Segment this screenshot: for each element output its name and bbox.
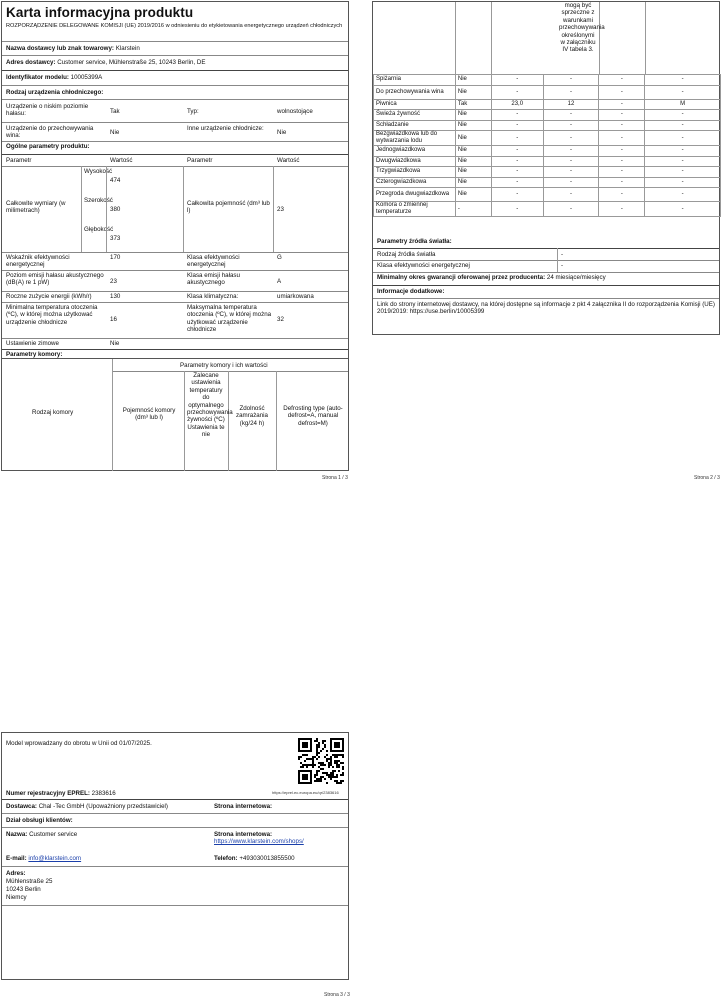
name-value: Customer service xyxy=(29,831,78,838)
low-noise-value: Tak xyxy=(110,108,120,115)
light-type-label: Rodzaj źródła światła xyxy=(377,251,436,258)
wine-label: Urządzenie do przechowywania wina: xyxy=(6,125,94,140)
typ-value: wolnostojące xyxy=(277,108,313,115)
compartment-defrost-cell: - xyxy=(645,131,721,146)
service-heading: Dział obsługi klientów: xyxy=(6,817,73,824)
compartment-freeze-cell: - xyxy=(599,120,645,131)
max-temp-label: Maksymalna temperatura otoczenia (ºC), w której można użytkować urządzenie chłodnicze xyxy=(187,304,272,334)
compartment-temp-cell: - xyxy=(543,131,599,146)
compartment-present-cell: Nie xyxy=(455,167,491,178)
compartment-present-cell: Nie xyxy=(455,131,491,146)
annual-value: 130 xyxy=(110,293,121,300)
qr-code-icon[interactable] xyxy=(298,738,344,784)
compartment-defrost-cell: - xyxy=(645,146,721,157)
compartment-row xyxy=(374,156,721,167)
compartment-row xyxy=(374,99,721,110)
compartment-temp-cell: - xyxy=(543,167,599,178)
noise-class-label: Klasa emisji hałasu akustycznego xyxy=(187,272,240,287)
general-heading: Ogólne parametry produktu: xyxy=(6,143,90,150)
supplier-value: Klarstein xyxy=(115,45,140,52)
compartment-name-cell: Bezgwiazdkowa lub do wytwarzania lodu xyxy=(374,131,456,146)
compartment-volume-cell: - xyxy=(491,177,543,188)
noise-class-value: A xyxy=(277,278,282,285)
phone-value: +493030013855500 xyxy=(239,855,295,862)
compartment-defrost-cell: - xyxy=(645,110,721,121)
compartment-temp-cell: - xyxy=(543,75,599,86)
compartment-present-cell: Nie xyxy=(455,146,491,157)
website-label: Strona internetowa: xyxy=(214,803,273,810)
compartments-table xyxy=(373,74,721,217)
sheet-page-1 xyxy=(1,1,349,359)
compartment-freeze-cell: - xyxy=(599,85,645,99)
qr-url[interactable]: https://eprel.ec.europa.eu/qr/2383616 xyxy=(272,790,339,795)
other-value: Nie xyxy=(277,129,287,136)
compartment-name-cell: Czterogwiazdkowa xyxy=(374,177,456,188)
address-label: Adres dostawcy: xyxy=(6,59,56,66)
energy-class-label: Klasa efektywności energetycznej xyxy=(187,254,240,269)
compartment-temp-cell: - xyxy=(543,202,599,217)
model-label: Identyfikator modelu: xyxy=(6,74,69,81)
compartment-temp-cell: - xyxy=(543,85,599,99)
compartment-temp-cell: - xyxy=(543,177,599,188)
winter-value: Nie xyxy=(110,340,120,347)
compartment-volume-cell: 23,0 xyxy=(491,99,543,110)
page-number-3: Strona 3 / 3 xyxy=(324,992,350,998)
compartment-freeze-cell: - xyxy=(599,202,645,217)
compartment-present-cell: - xyxy=(455,202,491,217)
addr-label: Adres: xyxy=(6,870,26,877)
addr-line-3: Niemcy xyxy=(6,894,27,901)
compartment-present-cell: Nie xyxy=(455,75,491,86)
distributor-label: Dostawca: xyxy=(6,803,37,810)
regulation-text: ROZPORZĄDZENIE DELEGOWANE KOMISJI (UE) 2019/2016 w odniesieniu do etykietowania energetycznego urządzeń chłodniczych xyxy=(6,23,343,29)
compartment-name-cell: Dwugwiazdkowa xyxy=(374,156,456,167)
compartment-volume-cell: - xyxy=(491,202,543,217)
compartment-volume-cell: - xyxy=(491,146,543,157)
addr-line-1: Mühlenstraße 25 xyxy=(6,878,53,885)
height-label: Wysokość xyxy=(84,168,113,175)
col-value: Wartość xyxy=(110,157,133,164)
address-value: Customer service, Mühlenstraße 25, 10243 Berlin, DE xyxy=(57,59,206,66)
compartment-present-cell: Nie xyxy=(455,120,491,131)
compartment-freeze-cell: - xyxy=(599,167,645,178)
compartment-freeze-cell: - xyxy=(599,99,645,110)
low-noise-label: Urządzenie o niskim poziomie hałasu: xyxy=(6,103,89,118)
model-value: 10005399A xyxy=(70,74,103,81)
compartment-defrost-cell: M xyxy=(645,99,721,110)
compartment-present-cell: Nie xyxy=(455,188,491,202)
depth-value: 373 xyxy=(110,235,121,242)
noise-label: Poziom emisji hałasu akustycznego (dB(A) re 1 pW) xyxy=(6,272,104,287)
eei-label: Wskaźnik efektywności energetycznej xyxy=(6,254,70,269)
min-temp-label: Minimalna temperatura otoczenia (ºC), w której można użytkować urządzenie chłodnicze xyxy=(6,304,98,326)
compartment-row xyxy=(374,85,721,99)
compartment-name-cell: Schładzanie xyxy=(374,120,456,131)
page-number-1: Strona 1 / 3 xyxy=(322,475,348,481)
info-url[interactable]: https://use.berlin/10005399 xyxy=(409,308,485,316)
compartment-freeze-cell: - xyxy=(599,177,645,188)
compartment-temp-cell: - xyxy=(543,188,599,202)
compartment-volume-cell: - xyxy=(491,188,543,202)
volume-label: Całkowita pojemność (dm³ lub l) xyxy=(187,200,270,215)
compartment-name-cell: Trzygwiazdkowa xyxy=(374,167,456,178)
compartment-name-cell: Przegroda dwugwiazdkowa xyxy=(374,188,456,202)
market-date: Model wprowadzany do obrotu w Unii od 01/07/2025. xyxy=(6,740,152,747)
compartment-temp-cell: - xyxy=(543,110,599,121)
compartment-row xyxy=(374,188,721,202)
col-param-2: Parametr xyxy=(187,157,213,164)
eprel-value: 2383616 xyxy=(91,790,116,797)
distributor-value: Chal -Tec GmbH (Upoważniony przedstawiciel) xyxy=(38,803,168,810)
compartment-name-cell: Do przechowywania wina xyxy=(374,85,456,99)
compartment-freeze-cell: - xyxy=(599,75,645,86)
compartment-volume-cell: - xyxy=(491,131,543,146)
compartment-volume-cell: - xyxy=(491,167,543,178)
compartment-name-cell: Świeża żywność xyxy=(374,110,456,121)
light-class-label: Klasa efektywności energetycznej xyxy=(377,262,470,269)
compartment-freeze-cell: - xyxy=(599,156,645,167)
eei-value: 170 xyxy=(110,254,121,261)
compartment-present-cell: Tak xyxy=(455,99,491,110)
compartment-defrost-cell: - xyxy=(645,177,721,188)
dims-label: Całkowite wymiary (w milimetrach) xyxy=(6,200,66,215)
compartment-defrost-cell: - xyxy=(645,202,721,217)
compartment-temp-cell: - xyxy=(543,120,599,131)
supplier-label: Nazwa dostawcy lub znak towarowy: xyxy=(6,45,114,52)
typ-label: Typ: xyxy=(187,108,199,115)
compartment-name-cell: Piwnica xyxy=(374,99,456,110)
page-title: Karta informacyjna produktu xyxy=(6,5,194,20)
email-label: E-mail: xyxy=(6,855,27,862)
compartment-temp-cell: 12 xyxy=(543,99,599,110)
type-heading: Rodzaj urządzenia chłodniczego: xyxy=(6,89,104,96)
compartment-volume-cell: - xyxy=(491,120,543,131)
compartment-present-cell: Nie xyxy=(455,177,491,188)
compartment-defrost-cell: - xyxy=(645,188,721,202)
compartment-defrost-cell: - xyxy=(645,75,721,86)
compartment-row xyxy=(374,167,721,178)
light-class-value: - xyxy=(561,262,564,269)
warranty-value: 24 miesiące/miesięcy xyxy=(546,274,606,281)
page-number-2: Strona 2 / 3 xyxy=(694,475,720,481)
compartment-present-cell: Nie xyxy=(455,156,491,167)
eprel-label: Numer rejestracyjny EPREL: xyxy=(6,790,90,797)
compartment-row xyxy=(374,202,721,217)
info-text: Link do strony internetowej dostawcy, na której dostępne są informacje z pkt 4 załącznika II do rozporządzenia Komisji (UE) 2019/2019: xyxy=(377,301,715,316)
compartment-temp-cell: - xyxy=(543,156,599,167)
annual-label: Roczne zużycie energii (kWh/r) xyxy=(6,293,92,300)
energy-class-value: G xyxy=(277,254,282,261)
compartment-row xyxy=(374,146,721,157)
col-value-2: Wartość xyxy=(277,157,300,164)
volume-value: 23 xyxy=(277,206,284,213)
other-label: Inne urządzenie chłodnicze: xyxy=(187,125,264,132)
compartment-heading: Parametry komory: xyxy=(6,351,63,358)
sheet-page-3 xyxy=(1,732,349,980)
comp-freeze-label: Zdolność zamrażania (kg/24 h) xyxy=(236,405,268,427)
comp-params-heading: Parametry komory i ich wartości xyxy=(180,362,268,369)
compartment-volume-cell: - xyxy=(491,75,543,86)
temp-continued: mogą być sprzeczne z warunkami przechowywania określonymi w załączniku IV tabela 3. xyxy=(559,2,605,54)
addr-line-2: 10243 Berlin xyxy=(6,886,41,893)
width-label: Szerokość xyxy=(84,197,113,204)
compartment-present-cell: Nie xyxy=(455,85,491,99)
compartment-defrost-cell: - xyxy=(645,120,721,131)
compartment-row xyxy=(374,177,721,188)
compartment-freeze-cell: - xyxy=(599,131,645,146)
compartment-volume-cell: - xyxy=(491,110,543,121)
website2-link[interactable]: https://www.klarstein.com/shops/ xyxy=(214,838,304,846)
compartment-defrost-cell: - xyxy=(645,167,721,178)
compartment-freeze-cell: - xyxy=(599,188,645,202)
compartment-volume-cell: - xyxy=(491,85,543,99)
depth-label: Głębokość xyxy=(84,226,114,233)
min-temp-value: 16 xyxy=(110,316,117,323)
compartment-row xyxy=(374,75,721,86)
email-link[interactable]: info@klarstein.com xyxy=(28,855,82,862)
compartment-table-header xyxy=(1,359,349,471)
wine-value: Nie xyxy=(110,129,120,136)
comp-volume-label: Pojemność komory (dm³ lub l) xyxy=(122,407,176,422)
phone-label: Telefon: xyxy=(214,855,238,862)
light-type-value: - xyxy=(561,251,564,258)
compartment-temp-cell: - xyxy=(543,146,599,157)
compartment-row xyxy=(374,110,721,121)
compartment-freeze-cell: - xyxy=(599,146,645,157)
col-param: Parametr xyxy=(6,157,32,164)
sheet-page-2 xyxy=(372,1,720,335)
info-heading: Informacje dodatkowe: xyxy=(377,288,445,295)
climate-value: umiarkowana xyxy=(277,293,314,300)
width-value: 380 xyxy=(110,206,121,213)
compartment-present-cell: Nie xyxy=(455,110,491,121)
compartment-row xyxy=(374,131,721,146)
compartment-name-cell: Spiżarnia xyxy=(374,75,456,86)
max-temp-value: 32 xyxy=(277,316,284,323)
climate-label: Klasa klimatyczna: xyxy=(187,293,239,300)
compartment-freeze-cell: - xyxy=(599,110,645,121)
warranty-label: Minimalny okres gwarancji oferowanej przez producenta: xyxy=(377,274,546,281)
compartment-row xyxy=(374,120,721,131)
compartment-defrost-cell: - xyxy=(645,85,721,99)
comp-type-label: Rodzaj komory xyxy=(32,409,74,416)
winter-label: Ustawienie zimowe xyxy=(6,340,59,347)
website2-label: Strona internetowa: xyxy=(214,831,273,838)
compartment-name-cell: Jednogwiazdkowa xyxy=(374,146,456,157)
noise-value: 23 xyxy=(110,278,117,285)
compartment-volume-cell: - xyxy=(491,156,543,167)
comp-temp-label: Zalecane ustawienia temperatury do optymalnego przechowywania żywności (ºC) Ustawienia te nie xyxy=(187,372,233,439)
comp-defrost-label: Defrosting type (auto-defrost=A, manual defrost=M) xyxy=(283,405,343,427)
compartment-defrost-cell: - xyxy=(645,156,721,167)
compartment-name-cell: Komora o zmiennej temperaturze xyxy=(374,202,456,217)
name-label: Nazwa: xyxy=(6,831,28,838)
light-heading: Parametry źródła światła: xyxy=(377,238,452,245)
height-value: 474 xyxy=(110,177,121,184)
